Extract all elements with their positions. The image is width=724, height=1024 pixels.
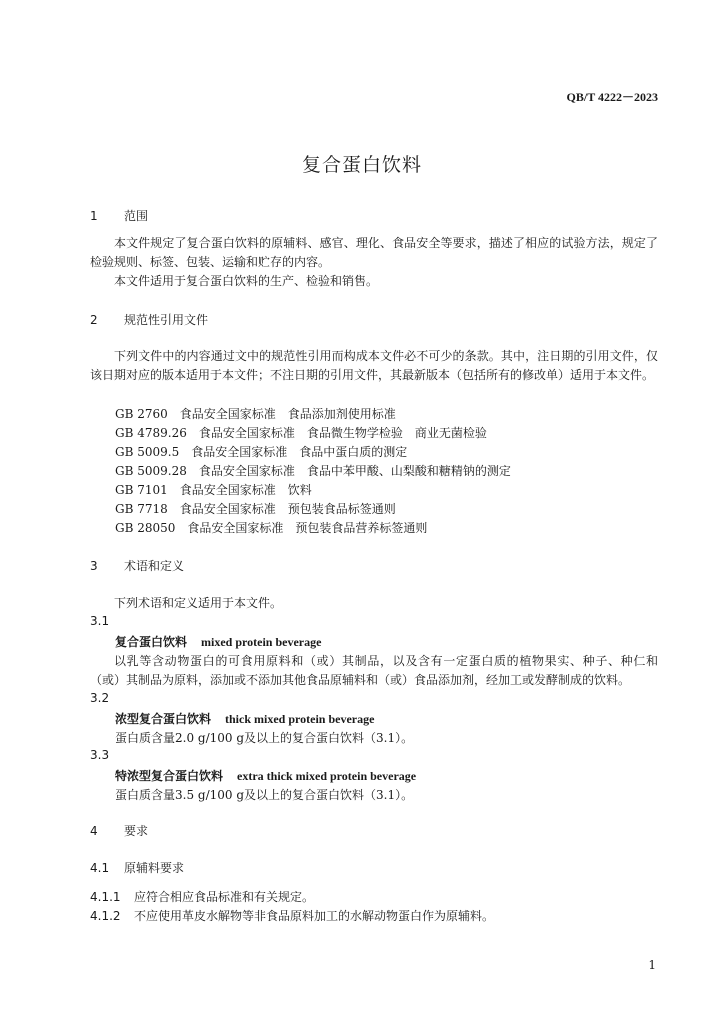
reference-part: 食品安全国家标准 bbox=[198, 426, 295, 440]
document-number: QB/T 4222－2023 bbox=[566, 90, 658, 104]
term-definition: 蛋白质含量2.0 g/100 g及以上的复合蛋白饮料（3.1）。 bbox=[115, 731, 414, 745]
terms-intro-paragraph: 下列术语和定义适用于本文件。 bbox=[114, 596, 283, 610]
term-english: thick mixed protein beverage bbox=[225, 712, 375, 726]
item-text: 应符合相应食品标准和有关规定。 bbox=[134, 890, 315, 904]
reference-item bbox=[115, 519, 427, 536]
term-title bbox=[115, 633, 321, 650]
requirement-item bbox=[90, 907, 494, 924]
requirement-item bbox=[90, 888, 314, 905]
section-title: 规范性引用文件 bbox=[124, 313, 209, 327]
term-english: extra thick mixed protein beverage bbox=[237, 769, 417, 783]
reference-part: 食品安全国家标准 bbox=[191, 445, 288, 459]
reference-part: 食品安全国家标准 bbox=[179, 407, 276, 421]
item-number: 4.1.2 bbox=[90, 909, 121, 923]
term-number: 3.2 bbox=[90, 691, 110, 705]
reference-code: GB 28050 bbox=[115, 521, 176, 535]
document-title: 复合蛋白饮料 bbox=[301, 154, 422, 176]
subsection-4-1-heading bbox=[90, 859, 184, 876]
reference-part: 食品安全国家标准 bbox=[198, 464, 295, 478]
reference-code: GB 7101 bbox=[115, 483, 168, 497]
term-definition: 蛋白质含量3.5 g/100 g及以上的复合蛋白饮料（3.1）。 bbox=[115, 788, 414, 802]
section-1-heading bbox=[90, 207, 148, 224]
term-title bbox=[115, 767, 416, 784]
section-number: 2 bbox=[90, 313, 98, 327]
reference-part: 饮料 bbox=[287, 483, 312, 497]
section-4-heading bbox=[90, 822, 148, 839]
reference-part: 食品安全国家标准 bbox=[179, 502, 276, 516]
reference-item bbox=[115, 405, 396, 422]
reference-part: 预包装食品营养标签通则 bbox=[295, 521, 428, 535]
reference-part: 食品安全国家标准 bbox=[179, 483, 276, 497]
reference-code: GB 4789.26 bbox=[115, 426, 187, 440]
term-chinese: 特浓型复合蛋白饮料 bbox=[115, 769, 224, 783]
section-number: 1 bbox=[90, 209, 98, 223]
page-number: 1 bbox=[648, 958, 656, 972]
item-text: 不应使用革皮水解物等非食品原料加工的水解动物蛋白作为原辅料。 bbox=[134, 909, 495, 923]
reference-part: 商业无菌检验 bbox=[414, 426, 487, 440]
item-number: 4.1.1 bbox=[90, 890, 121, 904]
section-number: 4 bbox=[90, 824, 98, 838]
term-chinese: 复合蛋白饮料 bbox=[115, 635, 188, 649]
section-title: 术语和定义 bbox=[124, 559, 185, 573]
section-title: 原辅料要求 bbox=[124, 861, 185, 875]
reference-part: 食品中苯甲酸、山梨酸和糖精钠的测定 bbox=[306, 464, 511, 478]
scope-paragraph-2: 本文件适用于复合蛋白饮料的生产、检验和销售。 bbox=[114, 274, 379, 288]
section-number: 3 bbox=[90, 559, 98, 573]
section-number: 4.1 bbox=[90, 861, 110, 875]
reference-code: GB 5009.5 bbox=[115, 445, 180, 459]
reference-part: 食品中蛋白质的测定 bbox=[299, 445, 408, 459]
reference-item bbox=[115, 481, 312, 498]
term-number: 3.3 bbox=[90, 748, 110, 762]
term-title bbox=[115, 710, 374, 727]
reference-code: GB 7718 bbox=[115, 502, 168, 516]
reference-item bbox=[115, 424, 487, 441]
reference-item bbox=[115, 443, 407, 460]
term-definition: 以乳等含动物蛋白的可食用原料和（或）其制品，以及含有一定蛋白质的植物果实、种子、种仁和（或）其制品为原料，添加或不添加其他食品原辅料和（或）食品添加剂，经加工或发酵制成的饮料。 bbox=[90, 654, 658, 687]
section-title: 范围 bbox=[124, 209, 149, 223]
reference-part: 食品微生物学检验 bbox=[306, 426, 403, 440]
reference-code: GB 5009.28 bbox=[115, 464, 187, 478]
term-number: 3.1 bbox=[90, 614, 110, 628]
reference-part: 食品添加剂使用标准 bbox=[287, 407, 396, 421]
reference-code: GB 2760 bbox=[115, 407, 168, 421]
section-title: 要求 bbox=[124, 824, 149, 838]
term-english: mixed protein beverage bbox=[201, 635, 322, 649]
section-3-heading bbox=[90, 557, 184, 574]
scope-paragraph-1: 本文件规定了复合蛋白饮料的原辅料、感官、理化、食品安全等要求，描述了相应的试验方法，规定了检验规则、标签、包装、运输和贮存的内容。 bbox=[90, 236, 658, 269]
reference-part: 预包装食品标签通则 bbox=[287, 502, 396, 516]
normative-references-paragraph: 下列文件中的内容通过文中的规范性引用而构成本文件必不可少的条款。其中，注日期的引用文件，仅该日期对应的版本适用于本文件；不注日期的引用文件，其最新版本（包括所有的修改单）适用于本文件。 bbox=[90, 349, 658, 382]
section-2-heading bbox=[90, 311, 208, 328]
term-chinese: 浓型复合蛋白饮料 bbox=[115, 712, 212, 726]
reference-item bbox=[115, 500, 396, 517]
reference-item bbox=[115, 462, 511, 479]
reference-part: 食品安全国家标准 bbox=[187, 521, 284, 535]
